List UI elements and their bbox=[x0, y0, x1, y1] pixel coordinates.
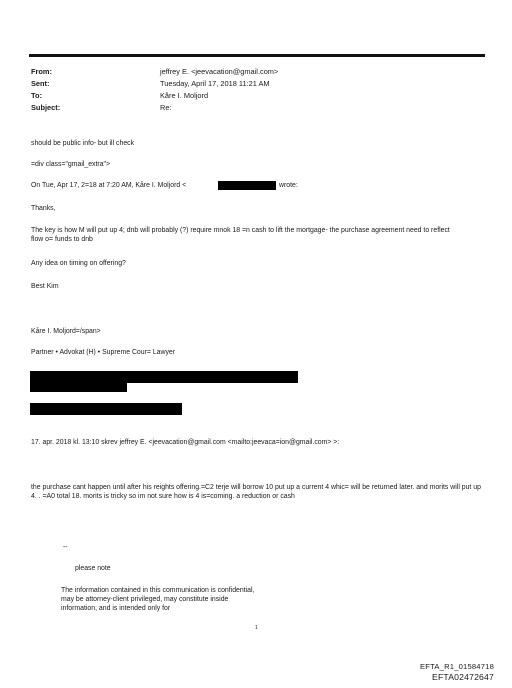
to-value: Kåre I. Moljord bbox=[160, 91, 209, 100]
header-rule bbox=[29, 54, 485, 57]
timing-line: Any idea on timing on offering? bbox=[31, 260, 126, 267]
from-value: jeffrey E. <jeevacation@gmail.com> bbox=[160, 67, 279, 76]
key-paragraph: The key is how M will put up 4; dnb will probably (?) require mnok 18 =n cash to lift the mortgage- the purchase agreement need to reflect flow o= funds to dnb bbox=[31, 227, 450, 244]
sent-value: Tuesday, April 17, 2018 11:21 AM bbox=[160, 79, 270, 88]
sent-label: Sent: bbox=[31, 79, 50, 88]
signature-title: Partner • Advokat (H) • Supreme Cour= Lawyer bbox=[31, 349, 176, 356]
please-note: please note bbox=[75, 565, 111, 572]
page-number: 1 bbox=[255, 625, 258, 631]
thanks-line: Thanks, bbox=[31, 205, 56, 212]
footer-id-1: EFTA_R1_01584718 bbox=[420, 662, 494, 671]
redaction-block-2 bbox=[30, 383, 127, 392]
subject-label: Subject: bbox=[31, 103, 61, 112]
footer-id-2: EFTA02472647 bbox=[432, 672, 494, 682]
dashes: -- bbox=[63, 544, 68, 551]
quoted-header: 17. apr. 2018 kl. 13:10 skrev jeffrey E. <jeevacation@gmail.com <mailto:jeevaca=ion@gmail.com> >: bbox=[31, 439, 340, 446]
body-line-gmail-extra: =div class="gmail_extra"> bbox=[31, 161, 111, 168]
quote-intro-prefix: On Tue, Apr 17, 2=18 at 7:20 AM, Kåre I. Moljord < bbox=[31, 182, 187, 189]
body-line-public-info: should be public info- but ill check bbox=[31, 140, 135, 147]
from-label: From: bbox=[31, 67, 52, 76]
redaction-email bbox=[218, 181, 276, 190]
best-line: Best Kim bbox=[31, 283, 59, 290]
signature-name: Kåre I. Moljord=/span> bbox=[31, 328, 101, 335]
redaction-block-1 bbox=[30, 371, 298, 383]
subject-value: Re: bbox=[160, 103, 172, 112]
purchase-paragraph: the purchase cant happen until after his reights offering.=C2 terje will borrow 10 put up a current 4 whic= will be returned later. and morits will put up 4. . =A0 total 18. morits is tricky so im not sure how is 4 is=coming. a reduction or cash bbox=[31, 484, 481, 501]
to-label: To: bbox=[31, 91, 42, 100]
quote-intro-suffix: wrote: bbox=[279, 182, 298, 189]
disclaimer-paragraph: The information contained in this communication is confidential, may be attorney-client privileged, may constitute inside information, and is intended only for bbox=[61, 587, 255, 613]
redaction-block-3 bbox=[30, 403, 182, 415]
